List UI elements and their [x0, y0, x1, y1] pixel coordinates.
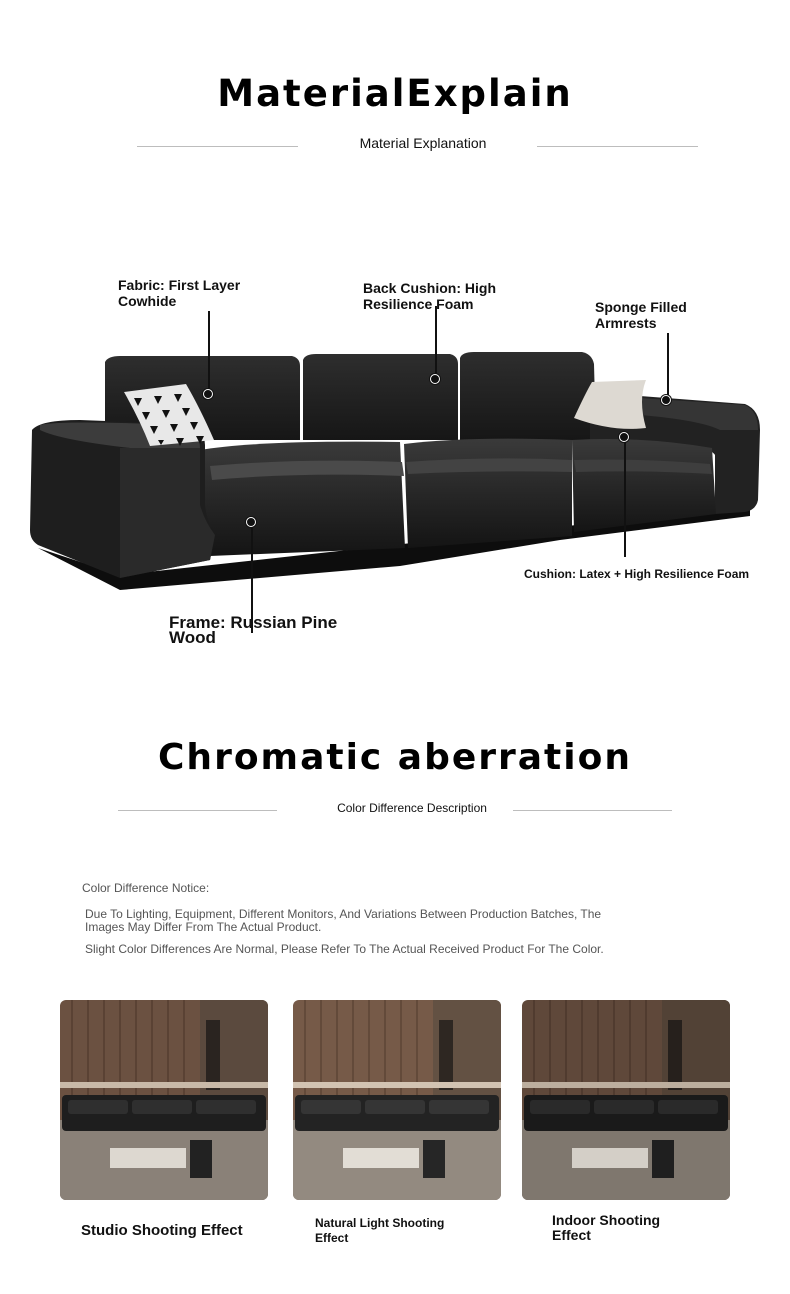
callout-frame-dot — [246, 517, 256, 527]
notice-title: Color Difference Notice: — [82, 881, 210, 895]
callout-armrest-line — [667, 333, 669, 400]
label-back-cushion: Back Cushion: High Resilience Foam — [363, 280, 497, 312]
callout-fabric-dot — [203, 389, 213, 399]
material-title: MaterialExplain — [217, 72, 573, 115]
chromatic-title: Chromatic aberration — [158, 737, 632, 778]
material-subtitle: Material Explanation — [359, 135, 487, 151]
callout-cushion-dot — [619, 432, 629, 442]
natural-light-shooting-label: Natural Light Shooting Effect — [315, 1216, 445, 1245]
indoor-shooting-label: Indoor Shooting Effect — [552, 1212, 661, 1243]
divider-left-2 — [118, 810, 277, 811]
callout-fabric-line — [208, 311, 210, 393]
label-fabric: Fabric: First Layer Cowhide — [118, 277, 241, 309]
chromatic-subtitle: Color Difference Description — [337, 801, 487, 815]
studio-shooting-photo — [60, 1000, 268, 1200]
notice-line-1: Due To Lighting, Equipment, Different Monitors, And Variations Between Production Batches, The Images May Differ From The Actual Product. — [85, 907, 602, 934]
divider-left — [137, 146, 298, 147]
label-cushion: Cushion: Latex + High Resilience Foam — [524, 567, 750, 581]
callout-armrest-dot — [661, 395, 671, 405]
natural-light-shooting-photo — [293, 1000, 501, 1200]
callout-back-cushion-dot — [430, 374, 440, 384]
label-frame: Frame: Russian Pine Wood — [169, 613, 338, 647]
notice-line-2: Slight Color Differences Are Normal, Please Refer To The Actual Received Product For The Color. — [85, 942, 604, 956]
leather-sofa-image — [0, 340, 790, 600]
label-armrest: Sponge Filled Armrests — [595, 299, 687, 331]
callout-cushion-line — [624, 437, 626, 557]
divider-right — [537, 146, 698, 147]
indoor-shooting-photo — [522, 1000, 730, 1200]
divider-right-2 — [513, 810, 672, 811]
callout-back-cushion-line — [435, 306, 437, 376]
studio-shooting-label: Studio Shooting Effect — [81, 1222, 243, 1239]
